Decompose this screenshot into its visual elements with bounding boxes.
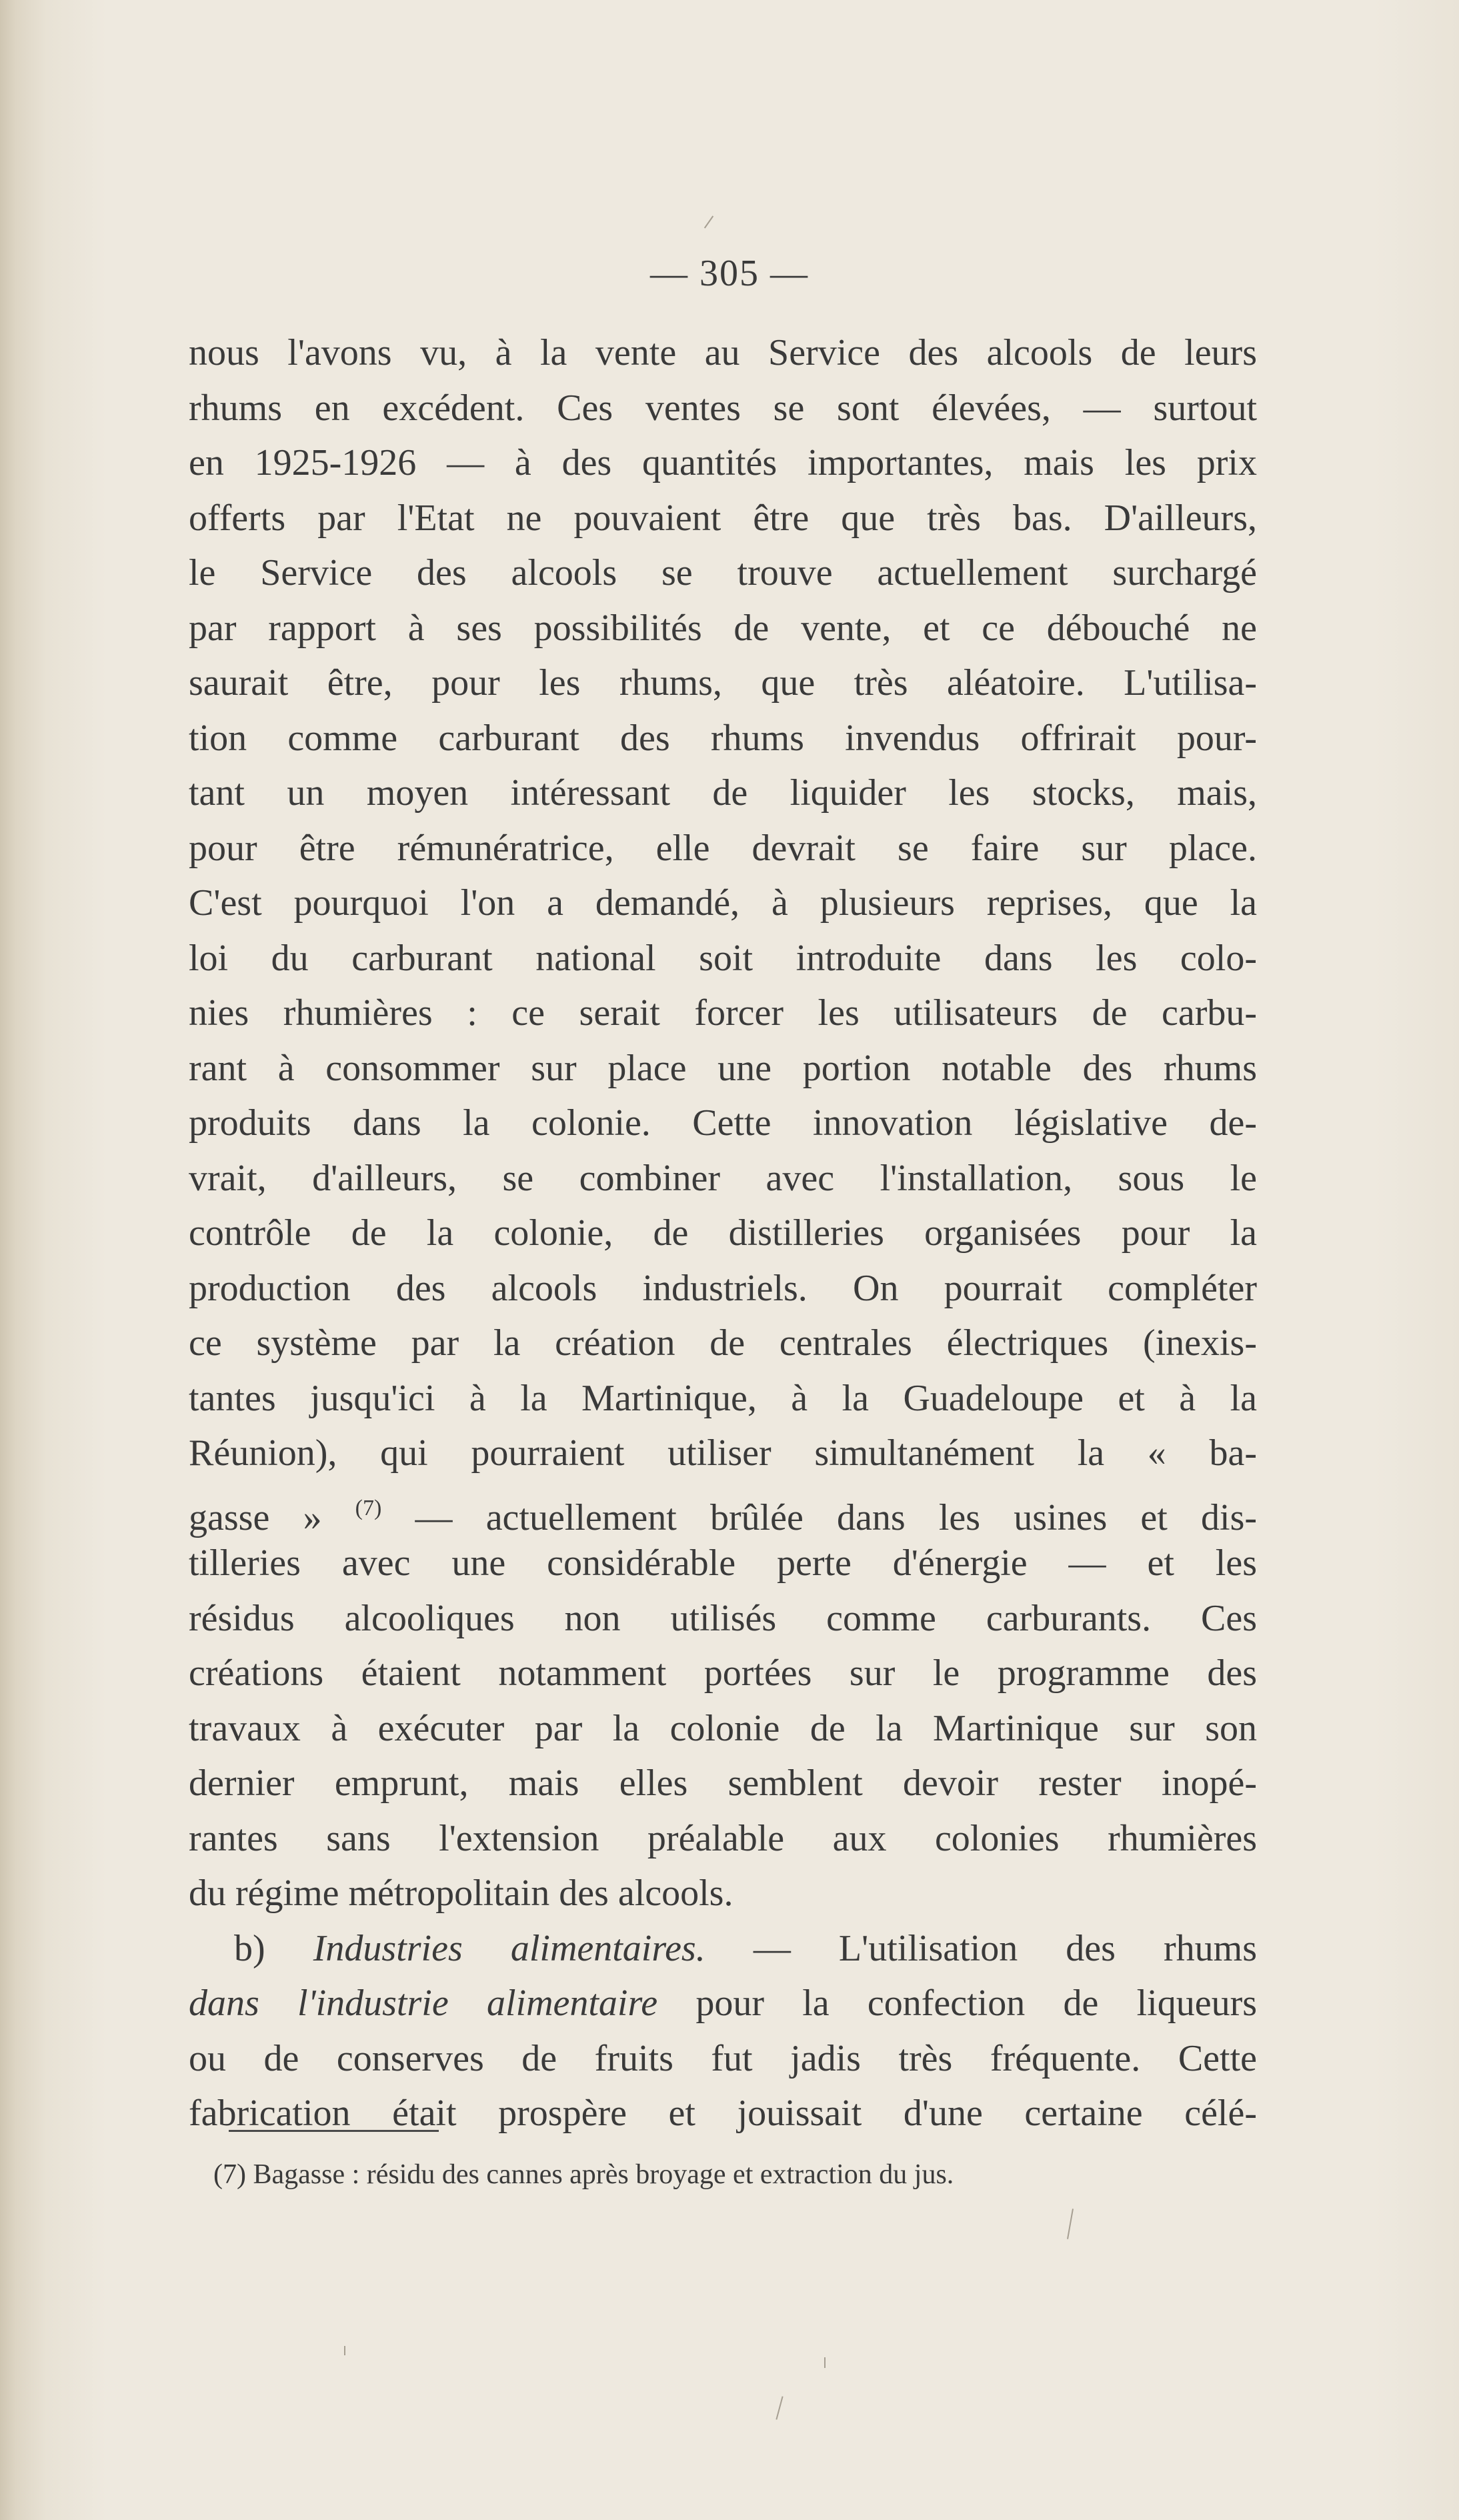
text-line: contrôle de la colonie, de distilleries organisées pour la [189,1212,1257,1254]
text-line: Réunion), qui pourraient utiliser simultanément la « ba- [189,1432,1257,1474]
paper-mark [824,2357,826,2368]
text-line: production des alcools industriels. On pourrait compléter [189,1267,1257,1309]
text-line: loi du carburant national soit introduite dans les colo- [189,937,1257,979]
text-line: rhums en excédent. Ces ventes se sont élevées, — surtout [189,387,1257,429]
paper-mark [344,2346,345,2355]
footnote-divider [229,2130,439,2132]
text-line: offerts par l'Etat ne pouvaient être que très bas. D'ailleurs, [189,497,1257,539]
text-line: rant à consommer sur place une portion notable des rhums [189,1047,1257,1089]
text-line: tion comme carburant des rhums invendus offrirait pour- [189,717,1257,759]
text-line: tant un moyen intéressant de liquider les stocks, mais, [189,772,1257,814]
text-line: du régime métropolitain des alcools. [189,1872,734,1914]
text-line-with-footnote-ref [189,1481,1257,1536]
text-line: vrait, d'ailleurs, se combiner avec l'installation, sous le [189,1157,1257,1199]
text-line: nous l'avons vu, à la vente au Service des alcools de leurs [189,332,1257,373]
text-line: par rapport à ses possibilités de vente, et ce débouché ne [189,607,1257,649]
text-line: pour être rémunératrice, elle devrait se faire sur place. [189,827,1257,869]
line-end: — actuellement brûlée dans les usines et dis- [415,1496,1258,1538]
text-line: rantes sans l'extension préalable aux colonies rhumières [189,1817,1257,1859]
section-heading: Industries alimentaires. [313,1927,705,1969]
text-line: C'est pourquoi l'on a demandé, à plusieurs reprises, que la [189,882,1257,924]
page-number: — 305 — [650,253,809,294]
section-text-start: — L'utilisation des rhums [753,1927,1258,1969]
text-line: ce système par la création de centrales électriques (inexis- [189,1322,1257,1364]
text-line: saurait être, pour les rhums, que très aléatoire. L'utilisa- [189,662,1257,704]
text-line: créations étaient notamment portées sur le programme des [189,1652,1257,1694]
section-b-first-line [189,1921,1257,1977]
text-line: produits dans la colonie. Cette innovation législative de- [189,1102,1257,1144]
text-line: tantes jusqu'ici à la Martinique, à la Guadeloupe et à la [189,1377,1257,1419]
text-line: résidus alcooliques non utilisés comme carburants. Ces [189,1597,1257,1639]
text-line: nies rhumières : ce serait forcer les utilisateurs de carbu- [189,992,1257,1034]
line-rest: pour la confection de liqueurs [695,1983,1258,2024]
paper-mark [776,2396,783,2419]
text-line [189,1976,1257,2031]
text-line: fabrication était prospère et jouissait d'une certaine célé- [189,2093,1257,2134]
text-line: en 1925-1926 — à des quantités importantes, mais les prix [189,442,1257,483]
italic-phrase: dans l'industrie alimentaire [189,1983,658,2024]
text-line: tilleries avec une considérable perte d'énergie — et les [189,1542,1257,1584]
text-line: dernier emprunt, mais elles semblent devoir rester inopé- [189,1762,1257,1804]
body-text [189,325,1257,2141]
text-line: ou de conserves de fruits fut jadis très fréquente. Cette [189,2037,1257,2079]
footnote: (7) Bagasse : résidu des cannes après broyage et extraction du jus. [213,2159,954,2190]
paper-mark [704,215,713,228]
line-start: gasse » [189,1496,322,1538]
paper-mark [1067,2209,1074,2239]
text-line: travaux à exécuter par la colonie de la Martinique sur son [189,1707,1257,1749]
section-label: b) [234,1927,265,1969]
text-line: le Service des alcools se trouve actuellement surchargé [189,552,1257,593]
footnote-reference[interactable]: (7) [355,1495,382,1520]
